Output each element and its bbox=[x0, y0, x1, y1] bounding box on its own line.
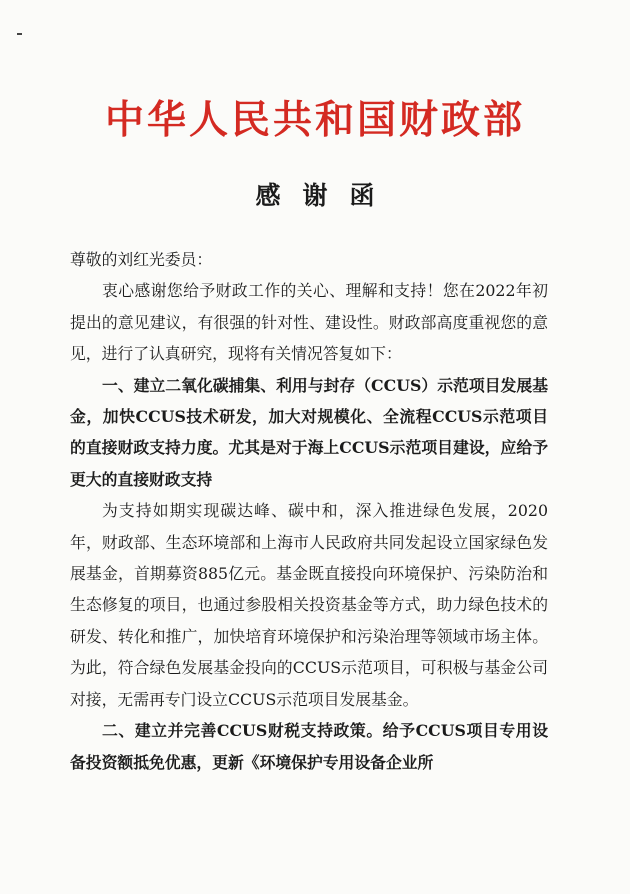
heading-point-two: 二、建立并完善CCUS财税支持政策。给予CCUS项目专用设备投资额抵免优惠，更新《环境保护专用设备企业所 bbox=[70, 721, 548, 772]
document-title: 感谢函 bbox=[255, 181, 397, 210]
paragraph-intro: 衷心感谢您给予财政工作的关心、理解和支持！您在2022年初提出的意见建议，有很强的针对性、建设性。财政部高度重视您的意见，进行了认真研究，现将有关情况答复如下： bbox=[70, 281, 548, 364]
heading-point-one: 一、建立二氧化碳捕集、利用与封存（CCUS）示范项目发展基金，加快CCUS技术研发，加大对规模化、全流程CCUS示范项目的直接财政支持力度。尤其是对于海上CCUS示范项目建设，应给予更大的直接财政支持 bbox=[70, 375, 548, 489]
salutation: 尊敬的刘红光委员： bbox=[70, 250, 213, 269]
letter-body bbox=[70, 244, 548, 778]
scan-mark bbox=[17, 33, 22, 35]
letterhead: 中华人民共和国财政部 bbox=[104, 98, 525, 143]
paragraph-response-one: 为支持如期实现碳达峰、碳中和，深入推进绿色发展，2020年，财政部、生态环境部和上海市人民政府共同发起设立国家绿色发展基金，首期募资885亿元。基金既直接投向环境保护、污染防治和生态修复的项目，也通过参股相关投资基金等方式，助力绿色技术的研发、转化和推广，加快培育环境保护和污染治理等领域市场主体。为此，符合绿色发展基金投向的CCUS示范项目，可积极与基金公司对接，无需再专门设立CCUS示范项目发展基金。 bbox=[70, 501, 548, 709]
